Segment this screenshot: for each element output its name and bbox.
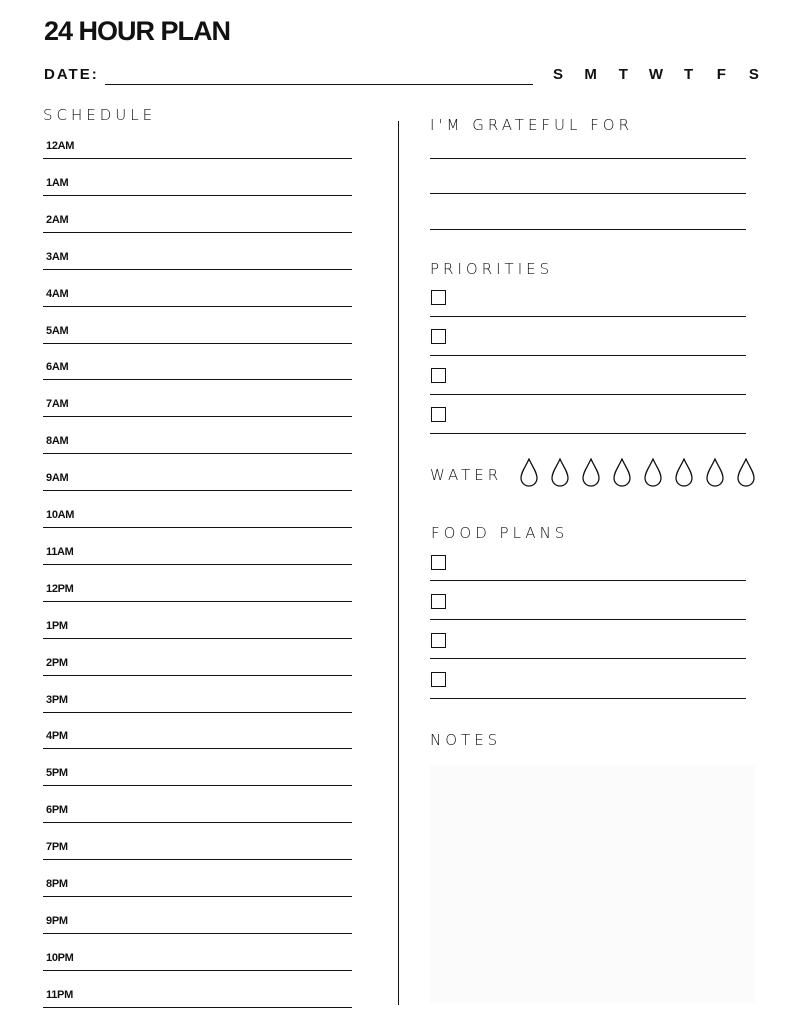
date-label: DATE: xyxy=(44,66,99,83)
day-sunday[interactable]: S xyxy=(552,66,563,83)
hour-label: 10AM xyxy=(46,509,75,521)
water-drop-icon[interactable] xyxy=(676,459,692,486)
food-plans-heading: FOOD PLANS xyxy=(431,524,569,542)
grateful-heading: I'M GRATEFUL FOR xyxy=(430,116,634,134)
hour-line[interactable] xyxy=(43,343,352,344)
hour-line[interactable] xyxy=(43,564,352,565)
hour-line[interactable] xyxy=(43,822,352,823)
hour-label: 4AM xyxy=(46,287,69,300)
hour-line[interactable] xyxy=(43,748,352,749)
priority-line[interactable] xyxy=(430,433,746,434)
hour-label: 9PM xyxy=(46,914,68,927)
hour-label: 2PM xyxy=(46,656,68,669)
water-drop-icon[interactable] xyxy=(614,459,630,486)
hour-line[interactable] xyxy=(43,933,352,934)
hour-label: 5PM xyxy=(46,767,68,780)
grateful-line[interactable] xyxy=(430,193,746,194)
priority-checkbox[interactable] xyxy=(431,329,446,344)
hour-label: 9AM xyxy=(46,472,69,485)
priority-checkbox[interactable] xyxy=(431,407,446,422)
water-drop-icon[interactable] xyxy=(707,459,723,486)
hour-label: 12AM xyxy=(46,140,75,152)
food-plan-checkbox[interactable] xyxy=(431,555,446,570)
hour-label: 4PM xyxy=(46,730,68,743)
food-plan-checkbox[interactable] xyxy=(431,594,446,609)
hour-label: 2AM xyxy=(46,213,69,226)
schedule-heading: SCHEDULE xyxy=(43,106,157,124)
priority-line[interactable] xyxy=(430,355,746,356)
priority-line[interactable] xyxy=(430,394,746,395)
hour-line[interactable] xyxy=(43,416,352,417)
hour-line[interactable] xyxy=(43,269,352,270)
hour-label: 3AM xyxy=(46,250,69,263)
hour-line[interactable] xyxy=(43,527,352,528)
day-tuesday[interactable]: T xyxy=(618,66,628,83)
notes-area[interactable] xyxy=(430,765,755,1003)
hour-label: 5AM xyxy=(46,324,69,337)
priorities-heading: PRIORITIES xyxy=(430,260,554,278)
hour-label: 3PM xyxy=(46,693,68,706)
date-line[interactable] xyxy=(105,84,533,85)
hour-line[interactable] xyxy=(43,675,352,676)
hour-label: 7AM xyxy=(46,398,69,411)
hour-label: 1PM xyxy=(46,619,68,632)
day-wednesday[interactable]: W xyxy=(648,66,664,83)
hour-line[interactable] xyxy=(43,490,352,491)
water-drop-icon[interactable] xyxy=(583,459,599,486)
weekday-selector xyxy=(548,66,764,83)
hour-line[interactable] xyxy=(43,306,352,307)
priority-line[interactable] xyxy=(430,316,746,317)
water-drop-icon[interactable] xyxy=(738,459,754,486)
food-plan-line[interactable] xyxy=(430,658,746,659)
hour-label: 6AM xyxy=(46,361,69,374)
hour-label: 11PM xyxy=(46,988,73,1001)
hour-line[interactable] xyxy=(43,453,352,454)
priority-checkbox[interactable] xyxy=(431,290,446,305)
day-saturday[interactable]: S xyxy=(748,66,759,83)
water-drop-icon[interactable] xyxy=(552,459,568,486)
hour-line[interactable] xyxy=(43,601,352,602)
hour-line[interactable] xyxy=(43,859,352,860)
water-drop-icon[interactable] xyxy=(645,459,661,486)
day-thursday[interactable]: T xyxy=(684,66,694,83)
food-plan-line[interactable] xyxy=(430,698,746,699)
food-plan-checkbox[interactable] xyxy=(431,672,446,687)
hour-label: 6PM xyxy=(46,804,68,817)
grateful-line[interactable] xyxy=(430,229,746,230)
page-title: 24 HOUR PLAN xyxy=(44,16,231,46)
water-heading: WATER xyxy=(430,466,503,484)
food-plan-line[interactable] xyxy=(430,619,746,620)
hour-line[interactable] xyxy=(43,970,352,971)
priority-checkbox[interactable] xyxy=(431,368,446,383)
water-tracker xyxy=(518,458,758,488)
hour-line[interactable] xyxy=(43,158,352,159)
hour-label: 10PM xyxy=(46,951,74,964)
hour-label: 12PM xyxy=(46,582,74,595)
hour-label: 8AM xyxy=(46,435,69,448)
hour-line[interactable] xyxy=(43,785,352,786)
food-plan-checkbox[interactable] xyxy=(431,633,446,648)
day-friday[interactable]: F xyxy=(716,66,726,83)
hour-line[interactable] xyxy=(43,232,352,233)
food-plan-line[interactable] xyxy=(430,580,746,581)
hour-label: 8PM xyxy=(46,878,68,890)
hour-line[interactable] xyxy=(43,1007,352,1008)
column-divider xyxy=(398,121,399,1005)
hour-line[interactable] xyxy=(43,712,352,713)
hour-line[interactable] xyxy=(43,379,352,380)
water-drop-icon[interactable] xyxy=(521,459,537,486)
hour-line[interactable] xyxy=(43,638,352,639)
grateful-line[interactable] xyxy=(430,158,746,159)
notes-heading: NOTES xyxy=(430,731,502,749)
hour-line[interactable] xyxy=(43,896,352,897)
hour-line[interactable] xyxy=(43,195,352,196)
hour-label: 11AM xyxy=(46,545,74,558)
day-monday[interactable]: M xyxy=(584,66,597,83)
hour-label: 7PM xyxy=(46,841,68,854)
hour-label: 1AM xyxy=(46,176,69,189)
